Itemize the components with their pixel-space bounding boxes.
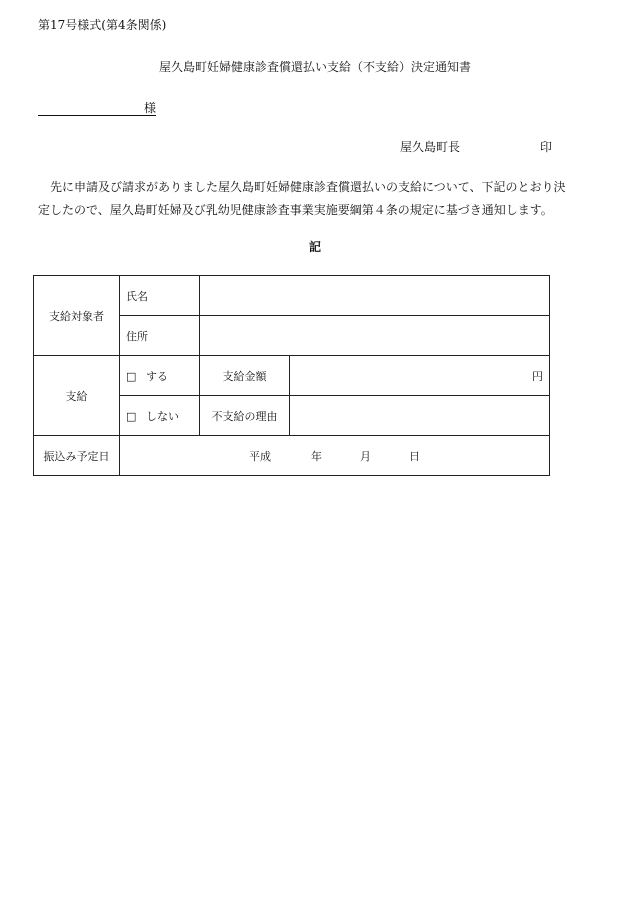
checkbox-icon: □ [126, 369, 137, 383]
name-label: 氏名 [120, 276, 200, 316]
amount-label: 支給金額 [200, 356, 290, 396]
currency-unit: 円 [532, 369, 543, 383]
payment-yes-label: する [146, 369, 168, 383]
transfer-date-label: 振込み予定日 [34, 436, 120, 476]
date-day-unit: 日 [409, 449, 420, 463]
subject-label: 支給対象者 [34, 276, 120, 356]
table-row-payment-yes [34, 356, 550, 396]
seal-mark: 印 [540, 140, 553, 154]
date-era: 平成 [249, 449, 271, 463]
form-number: 第17号様式(第4条関係) [38, 18, 167, 32]
name-value-cell [200, 276, 550, 316]
table-row-transfer-date [34, 436, 550, 476]
reason-value-cell [290, 396, 550, 436]
issuer-name: 屋久島町長 [400, 140, 461, 154]
recipient-suffix: 様 [143, 101, 156, 115]
document-title: 屋久島町妊婦健康診査償還払い支給（不支給）決定通知書 [158, 60, 471, 74]
amount-value-cell [290, 356, 550, 396]
recipient-name-line [38, 99, 156, 116]
table-row-name [34, 276, 550, 316]
notice-body [38, 176, 566, 222]
date-year-unit: 年 [311, 449, 322, 463]
address-value-cell [200, 316, 550, 356]
address-label: 住所 [120, 316, 200, 356]
reason-label: 不支給の理由 [200, 396, 290, 436]
body-line-1: 先に申請及び請求がありました屋久島町妊婦健康診査償還払いの支給について、下記のとおり決 [50, 180, 566, 194]
notes-heading: 記 [308, 240, 321, 254]
transfer-date-value [120, 436, 550, 476]
payment-no-label: しない [146, 409, 179, 423]
payment-yes-option [120, 356, 200, 396]
date-month-unit: 月 [360, 449, 371, 463]
payment-label: 支給 [34, 356, 120, 436]
payment-no-option [120, 396, 200, 436]
body-line-2: 定したので、屋久島町妊婦及び乳幼児健康診査事業実施要綱第４条の規定に基づき通知します。 [38, 203, 553, 217]
notice-table [33, 275, 550, 476]
checkbox-icon: □ [126, 409, 137, 423]
